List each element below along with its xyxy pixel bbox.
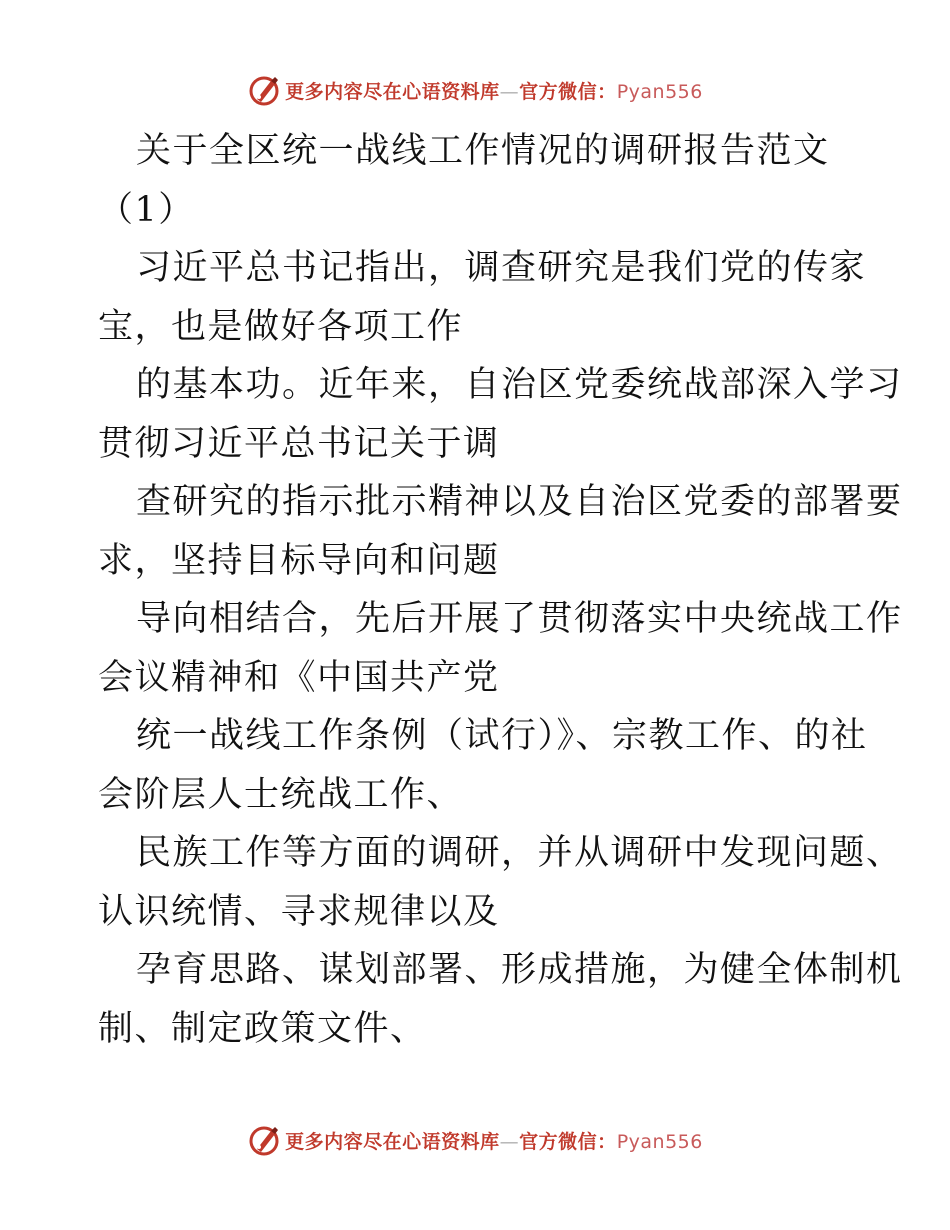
doc-line: 习近平总书记指出，调查研究是我们党的传家 (136, 248, 867, 288)
watermark-text (285, 1127, 703, 1154)
pen-logo-icon (247, 1123, 281, 1157)
doc-line: 认识统情、寻求规律以及 (98, 891, 500, 932)
watermark-official-label: 官方微信： (519, 80, 617, 103)
doc-line: 民族工作等方面的调研，并从调研中发现问题、 (136, 833, 903, 873)
watermark-main: 更多内容尽在心语资料库 (285, 1130, 500, 1153)
watermark-dash: — (499, 1130, 520, 1153)
doc-line: 会阶层人士统战工作、 (98, 774, 464, 815)
watermark-dash: — (499, 80, 520, 103)
header-watermark (0, 70, 950, 110)
doc-line: 关于全区统一战线工作情况的调研报告范文 (136, 131, 830, 171)
doc-line: （1） (98, 189, 195, 230)
watermark-account: Pyan556 (616, 80, 703, 103)
doc-line: 制、制定政策文件、 (98, 1008, 427, 1049)
doc-line: 孕育思路、谋划部署、形成措施，为健全体制机 (136, 950, 903, 990)
pen-logo-icon (247, 73, 281, 107)
doc-line: 查研究的指示批示精神以及自治区党委的部署要 (136, 482, 903, 522)
doc-line: 贯彻习近平总书记关于调 (98, 423, 500, 464)
watermark-text (285, 77, 703, 104)
doc-line: 统一战线工作条例（试行）》、宗教工作、的社 (136, 716, 868, 756)
doc-line: 导向相结合，先后开展了贯彻落实中央统战工作 (136, 599, 903, 639)
watermark-official-label: 官方微信： (519, 1130, 617, 1153)
footer-watermark (0, 1120, 950, 1160)
doc-line: 求，坚持目标导向和问题 (98, 540, 500, 581)
document-body (98, 122, 903, 1058)
doc-line: 会议精神和《中国共产党 (98, 657, 500, 698)
doc-line: 的基本功。近年来，自治区党委统战部深入学习 (136, 365, 903, 405)
watermark-main: 更多内容尽在心语资料库 (285, 80, 500, 103)
doc-line: 宝，也是做好各项工作 (98, 306, 464, 347)
watermark-account: Pyan556 (616, 1130, 703, 1153)
